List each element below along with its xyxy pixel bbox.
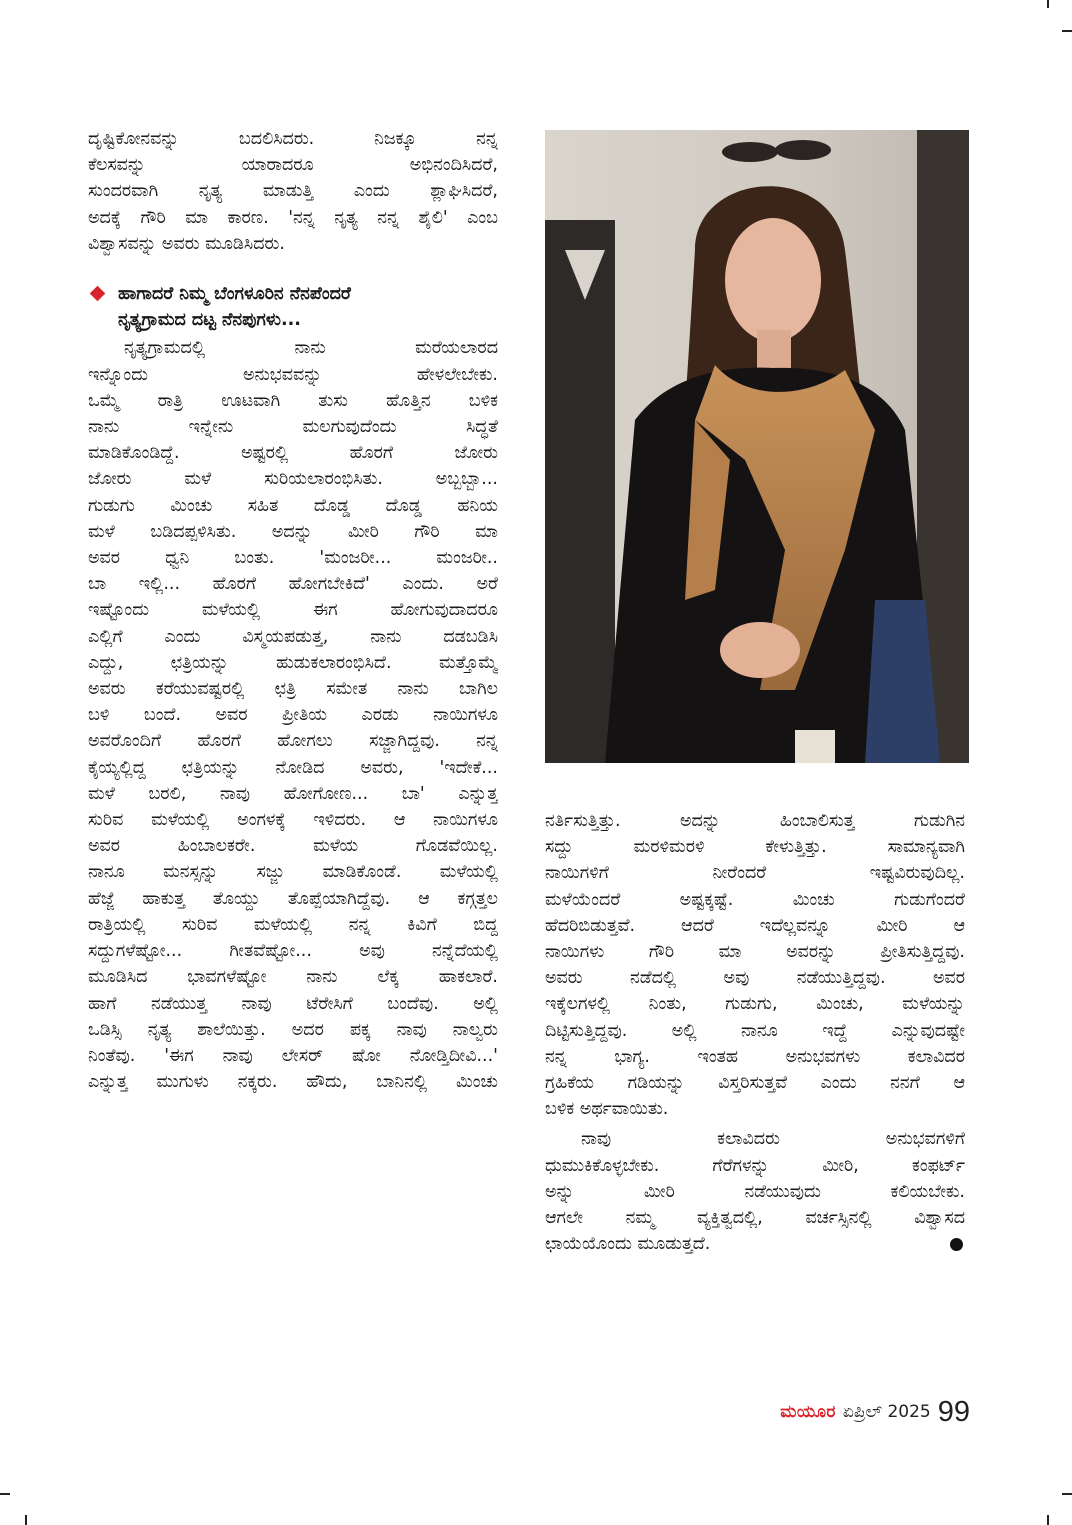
text-line: ಹಾಗೆ ನಡೆಯುತ್ತ ನಾವು ಟೆರೇಸಿಗೆ ಬಂದೆವು. ಅಲ್ಲಿ [88,993,498,1014]
text-line: ಧುಮುಕಿಕೊಳ್ಳಬೇಕು. ಗೆರೆಗಳನ್ನು ಮೀರಿ, ಕಂಫರ್ಟ್ [545,1155,965,1176]
paragraph [88,126,498,257]
text-line: ಇನ್ನೊಂದು ಅನುಭವವನ್ನು ಹೇಳಲೇಬೇಕು. [88,364,498,385]
text-line: ಮಾಡಿಕೊಂಡಿದ್ದೆ. ಅಷ್ಟರಲ್ಲಿ ಹೊರಗೆ ಜೋರು [88,443,498,464]
text-line: ನನ್ನ ಭಾಗ್ಯ. ಇಂತಹ ಅನುಭವಗಳು ಕಲಾವಿದರ [545,1046,965,1067]
text-line: ಹೆಜ್ಜೆ ಹಾಕುತ್ತ ತೊಯ್ದು ತೊಪ್ಪೆಯಾಗಿದ್ದೆವು. ಆ ಕಗ್ಗತ್ತಲ [88,888,498,909]
page-number: 99 [937,1395,970,1428]
interview-question [88,281,498,333]
crop-mark [25,1515,27,1525]
article-right-column [545,808,965,1257]
paragraph [545,808,965,1122]
text-line: ಸುರಿವ ಮಳೆಯಲ್ಲಿ ಅಂಗಳಕ್ಕೆ ಇಳಿದರು. ಆ ನಾಯಿಗಳೂ [88,810,498,831]
text-line: ಕೆಲಸವನ್ನು ಯಾರಾದರೂ ಅಭಿನಂದಿಸಿದರೆ, [88,155,498,176]
text-line: ಮಳೆ ಬಡಿದಪ್ಪಳಿಸಿತು. ಅದನ್ನು ಮೀರಿ ಗೌರಿ ಮಾ [88,521,498,542]
text-line: ದೃಷ್ಟಿಕೋನವನ್ನು ಬದಲಿಸಿದರು. ನಿಜಕ್ಕೂ ನನ್ನ [88,129,498,149]
closing-text: ಛಾಯೆಯೊಂದು ಮೂಡುತ್ತದೆ. [545,1234,711,1255]
portrait-photo-illustration [545,130,969,763]
text-line: ಅವರ ಧ್ವನಿ ಬಂತು. 'ಮಂಜರೀ... ಮಂಜರೀ.. [88,548,498,569]
crop-mark [0,1493,10,1495]
page-footer [730,1392,970,1432]
crop-mark [1047,0,1049,8]
text-line: ಒಡಿಸ್ಸಿ ನೃತ್ಯ ಶಾಲೆಯಿತ್ತು. ಅದರ ಪಕ್ಕ ನಾವು ನಾಲ್ವರು [88,1019,498,1040]
text-line: ನೃತ್ಯಗ್ರಾಮದಲ್ಲಿ ನಾನು ಮರೆಯಲಾರದ [124,338,498,359]
text-line: ಬಳಿ ಬಂದೆ. ಅವರ ಪ್ರೀತಿಯ ಎರಡು ನಾಯಿಗಳೂ [88,705,498,726]
text-line: ರಾತ್ರಿಯಲ್ಲಿ ಸುರಿವ ಮಳೆಯಲ್ಲಿ ನನ್ನ ಕಿವಿಗೆ ಬಿದ್ದ [88,914,498,935]
text-line: ಹೆದರಿಬಿಡುತ್ತವೆ. ಆದರೆ ಇದೆಲ್ಲವನ್ನೂ ಮೀರಿ ಆ [545,915,965,936]
question-line: ಹಾಗಾದರೆ ನಿಮ್ಮ ಬೆಂಗಳೂರಿನ ನೆನಪೆಂದರೆ [118,284,351,305]
crop-mark [1047,1515,1049,1525]
text-line: ಬಳಿಕ ಅರ್ಥವಾಯಿತು. [545,1099,669,1120]
article-left-column [88,126,498,1095]
text-line: ಅವರು ನಡೆದಲ್ಲಿ ಅವು ನಡೆಯುತ್ತಿದ್ದವು. ಅವರ [545,968,965,989]
text-line: ನಿಂತೆವು. 'ಈಗ ನಾವು ಲೇಸರ್ ಷೋ ನೋಡ್ತಿದೀವಿ...' [88,1045,498,1066]
text-line: ಅನ್ನು ಮೀರಿ ನಡೆಯುವುದು ಕಲಿಯಬೇಕು. [545,1181,965,1202]
text-line: ಎಲ್ಲಿಗೆ ಎಂದು ವಿಸ್ಮಯಪಡುತ್ತ, ನಾನು ದಡಬಡಿಸಿ [88,626,498,647]
issue-date: ಏಪ್ರಿಲ್ 2025 [842,1402,931,1422]
paragraph [545,1126,965,1257]
portrait-photo [545,130,969,763]
text-line: ನರ್ತಿಸುತ್ತಿತ್ತು. ಅದನ್ನು ಹಿಂಬಾಲಿಸುತ್ತ ಗುಡುಗಿನ [545,811,965,831]
text-line: ಆಗಲೇ ನಮ್ಮ ವ್ಯಕ್ತಿತ್ವದಲ್ಲಿ, ವರ್ಚಸ್ಸಿನಲ್ಲಿ ವಿಶ್ವಾಸದ [545,1208,965,1229]
text-line: ಇಕ್ಕೆಲಗಳಲ್ಲಿ ನಿಂತು, ಗುಡುಗು, ಮಿಂಚು, ಮಳೆಯನ್ನು [545,994,965,1015]
magazine-logo: ಮಯೂರ [780,1402,836,1422]
text-line: ದಿಟ್ಟಿಸುತ್ತಿದ್ದವು. ಅಲ್ಲಿ ನಾನೂ ಇದ್ದೆ ಎನ್ನುವುದಷ್ಟೇ [545,1020,965,1041]
text-line: ಒಮ್ಮೆ ರಾತ್ರಿ ಊಟವಾಗಿ ತುಸು ಹೊತ್ತಿನ ಬಳಿಕ [88,390,498,411]
end-of-article-icon [950,1238,963,1251]
text-line: ಇಷ್ಟೊಂದು ಮಳೆಯಲ್ಲಿ ಈಗ ಹೋಗುವುದಾದರೂ [88,600,498,621]
text-line: ಗುಡುಗು ಮಿಂಚು ಸಹಿತ ದೊಡ್ಡ ದೊಡ್ಡ ಹನಿಯ [88,495,498,516]
text-line: ಮಳೆ ಬರಲಿ, ನಾವು ಹೋಗೋಣ... ಬಾ' ಎನ್ನುತ್ತ [88,783,498,804]
text-line [545,1231,965,1257]
crop-mark [1062,1493,1072,1495]
text-line: ಎನ್ನುತ್ತ ಮುಗುಳು ನಕ್ಕರು. ಹೌದು, ಬಾನಿನಲ್ಲಿ ಮಿಂಚು [88,1072,498,1093]
text-line: ಮಳೆಯೆಂದರೆ ಅಷ್ಟಕ್ಕಷ್ಟೆ. ಮಿಂಚು ಗುಡುಗೆಂದರೆ [545,889,965,910]
paragraph [88,335,498,1095]
text-line: ನಾನು ಇನ್ನೇನು ಮಲಗುವುದೆಂದು ಸಿದ್ಧತೆ [88,417,498,438]
text-line: ನಾವು ಕಲಾವಿದರು ಅನುಭವಗಳಿಗೆ [581,1129,965,1150]
text-line: ಅವರೊಂದಿಗೆ ಹೊರಗೆ ಹೋಗಲು ಸಜ್ಜಾಗಿದ್ದವು. ನನ್ನ [88,731,498,752]
text-line: ಅವರ ಹಿಂಬಾಲಕರೇ. ಮಳೆಯ ಗೊಡವೆಯಿಲ್ಲ. [88,836,498,857]
text-line: ಸದ್ದು ಮರಳಿಮರಳಿ ಕೇಳುತ್ತಿತ್ತು. ಸಾಮಾನ್ಯವಾಗಿ [545,837,965,858]
diamond-bullet-icon [90,286,106,302]
question-line: ನೃತ್ಯಗ್ರಾಮದ ದಟ್ಟ ನೆನಪುಗಳು... [118,310,301,331]
text-line: ಗ್ರಹಿಕೆಯ ಗಡಿಯನ್ನು ವಿಸ್ತರಿಸುತ್ತವೆ ಎಂದು ನನಗೆ ಆ [545,1073,965,1094]
text-line: ಮೂಡಿಸಿದ ಭಾವಗಳೆಷ್ಟೋ ನಾನು ಲೆಕ್ಕ ಹಾಕಲಾರೆ. [88,967,498,988]
text-line: ಎದ್ದು, ಛತ್ರಿಯನ್ನು ಹುಡುಕಲಾರಂಭಿಸಿದೆ. ಮತ್ತೊಮ್ಮೆ [88,652,498,673]
text-line: ನಾಯಿಗಳಿಗೆ ನೀರೆಂದರೆ ಇಷ್ಟವಿರುವುದಿಲ್ಲ. [545,863,965,884]
text-line: ಅದಕ್ಕೆ ಗೌರಿ ಮಾ ಕಾರಣ. 'ನನ್ನ ನೃತ್ಯ ನನ್ನ ಶೈಲಿ' ಎಂಬ [88,207,498,228]
text-line: ವಿಶ್ವಾಸವನ್ನು ಅವರು ಮೂಡಿಸಿದರು. [88,233,285,254]
text-line: ಜೋರು ಮಳೆ ಸುರಿಯಲಾರಂಭಿಸಿತು. ಅಬ್ಬಬ್ಬಾ... [88,469,498,490]
text-line: ಸುಂದರವಾಗಿ ನೃತ್ಯ ಮಾಡುತ್ತಿ ಎಂದು ಶ್ಲಾಘಿಸಿದರೆ, [88,181,498,202]
text-line: ಕೈಯ್ಯಲ್ಲಿದ್ದ ಛತ್ರಿಯನ್ನು ನೋಡಿದ ಅವರು, 'ಇದೇಕೆ... [88,757,498,778]
text-line: ಸದ್ದುಗಳೆಷ್ಟೋ... ಗೀತವೆಷ್ಟೋ... ಅವು ನನ್ನೆದೆಯಲ್ಲಿ [88,941,498,962]
text-line: ನಾಯಿಗಳು ಗೌರಿ ಮಾ ಅವರನ್ನು ಪ್ರೀತಿಸುತ್ತಿದ್ದವು. [545,942,965,963]
text-line: ಬಾ ಇಲ್ಲಿ... ಹೊರಗೆ ಹೋಗಬೇಕಿದೆ' ಎಂದು. ಅರೆ [88,574,498,595]
crop-mark [1062,30,1072,32]
text-line: ನಾನೂ ಮನಸ್ಸನ್ನು ಸಜ್ಜು ಮಾಡಿಕೊಂಡೆ. ಮಳೆಯಲ್ಲಿ [88,862,498,883]
text-line: ಅವರು ಕರೆಯುವಷ್ಟರಲ್ಲಿ ಛತ್ರಿ ಸಮೇತ ನಾನು ಬಾಗಿಲ [88,679,498,700]
